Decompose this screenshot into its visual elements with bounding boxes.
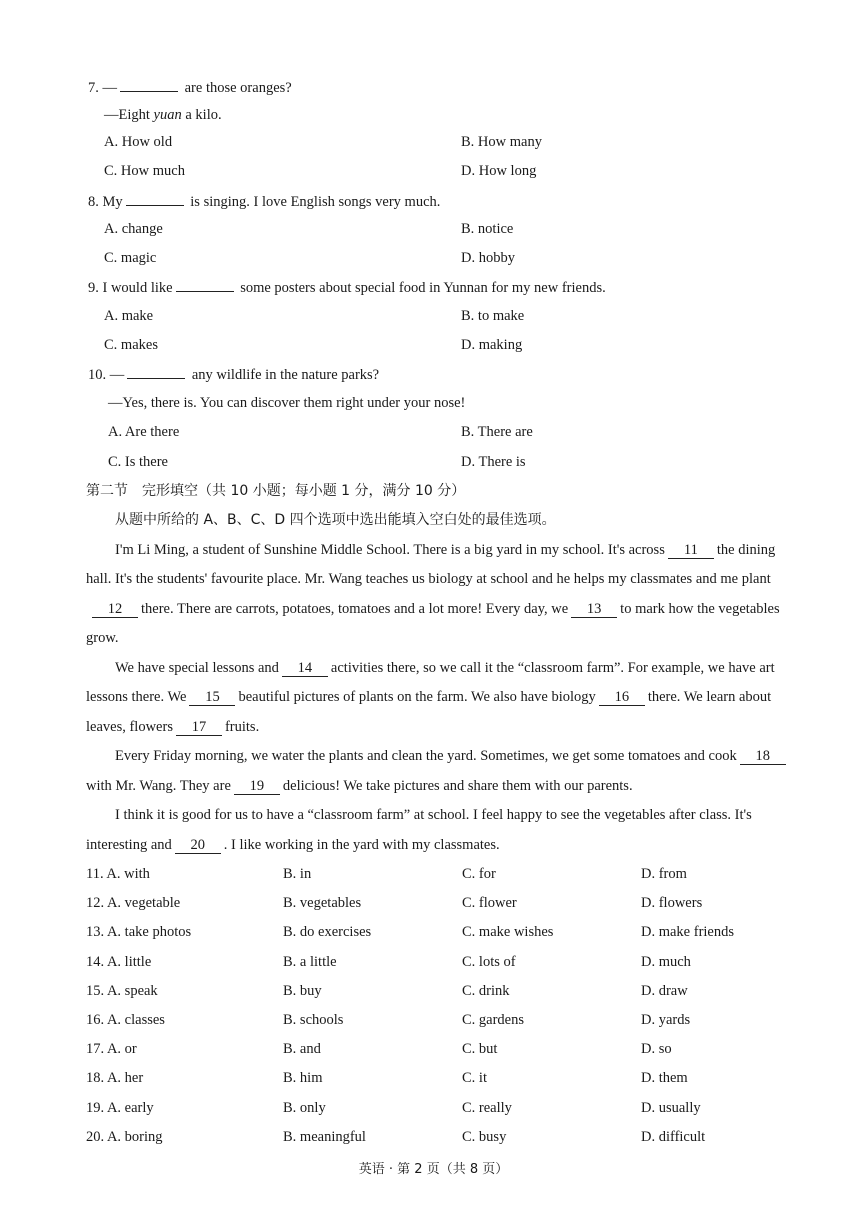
- cloze-option-c: C. lots of: [462, 953, 516, 970]
- passage-line: We have special lessons and 14 activities there, so we call it the “classroom farm”. For example, we have art: [115, 660, 775, 676]
- cloze-option-d: D. much: [641, 953, 691, 970]
- cloze-blank-15: 15: [189, 689, 235, 706]
- cloze-option-d: D. make friends: [641, 924, 735, 941]
- passage-line: grow.: [86, 630, 119, 646]
- question-7-reply: —Eight yuan a kilo.: [104, 107, 222, 123]
- option-a: A. Are there: [108, 424, 180, 440]
- option-b: B. notice: [461, 221, 514, 237]
- option-c: C. Is there: [108, 454, 168, 470]
- question-stem: some posters about special food in Yunnan for my new friends.: [236, 280, 606, 296]
- option-a: A. change: [104, 221, 163, 237]
- cloze-option-b: B. in: [283, 866, 312, 882]
- cloze-blank-17: 17: [176, 719, 222, 736]
- option-b: B. to make: [461, 308, 525, 324]
- answer-blank: [126, 191, 184, 206]
- passage-line: interesting and 20 . I like working in the yard with my classmates.: [86, 837, 500, 853]
- question-10-reply: —Yes, there is. You can discover them right under your nose!: [108, 395, 466, 411]
- question-stem: any wildlife in the nature parks?: [188, 367, 380, 383]
- cloze-option-c: C. flower: [462, 895, 517, 912]
- cloze-blank-16: 16: [599, 689, 645, 706]
- question-stem: is singing. I love English songs very much.: [186, 194, 441, 210]
- option-a: A. make: [104, 308, 154, 324]
- section-title: 第二节 完形填空（共 10 小题；每小题 1 分，满分 10 分）: [86, 483, 466, 499]
- cloze-option-a: 17. A. or: [86, 1041, 137, 1058]
- cloze-option-d: D. usually: [641, 1099, 701, 1116]
- question-number: 10. —: [88, 367, 125, 383]
- cloze-option-d: D. them: [641, 1070, 688, 1087]
- cloze-blank-11: 11: [668, 542, 714, 559]
- cloze-option-a: 12. A. vegetable: [86, 895, 181, 912]
- section-instruction: 从题中所给的 A、B、C、D 四个选项中选出能填入空白处的最佳选项。: [115, 512, 556, 528]
- passage-line: I think it is good for us to have a “classroom farm” at school. I feel happy to see the vegetables after class. It's: [115, 807, 752, 823]
- answer-blank: [176, 277, 234, 292]
- option-c: C. makes: [104, 337, 158, 353]
- cloze-option-b: B. schools: [283, 1012, 344, 1028]
- cloze-option-b: B. only: [283, 1099, 326, 1116]
- cloze-option-a: 20. A. boring: [86, 1128, 163, 1145]
- question-7: [88, 77, 292, 98]
- option-c: C. magic: [104, 250, 157, 266]
- option-d: D. hobby: [461, 250, 515, 266]
- question-10: [88, 364, 379, 385]
- cloze-option-d: D. from: [641, 866, 687, 882]
- option-a: A. How old: [104, 134, 173, 150]
- cloze-option-c: C. busy: [462, 1128, 507, 1145]
- cloze-option-b: B. and: [283, 1041, 321, 1058]
- option-b: B. There are: [461, 424, 533, 440]
- passage-line: 12 there. There are carrots, potatoes, tomatoes and a lot more! Every day, we 13 to mark how the vegetables: [86, 599, 786, 619]
- cloze-option-c: C. for: [462, 866, 496, 882]
- cloze-option-a: 16. A. classes: [86, 1012, 165, 1028]
- cloze-option-a: 14. A. little: [86, 953, 152, 970]
- cloze-option-d: D. draw: [641, 982, 688, 999]
- answer-blank: [120, 77, 178, 92]
- question-number: 7. —: [88, 80, 117, 96]
- cloze-option-b: B. a little: [283, 953, 337, 970]
- cloze-option-c: C. make wishes: [462, 924, 554, 941]
- cloze-option-d: D. so: [641, 1041, 672, 1058]
- cloze-blank-13: 13: [571, 601, 617, 618]
- cloze-blank-20: 20: [175, 837, 221, 854]
- option-b: B. How many: [461, 134, 542, 150]
- cloze-option-b: B. buy: [283, 982, 322, 999]
- cloze-blank-19: 19: [234, 778, 280, 795]
- question-number: 8. My: [88, 194, 123, 210]
- option-d: D. How long: [461, 163, 537, 179]
- page-footer: 英语 · 第 2 页（共 8 页）: [358, 1162, 509, 1177]
- cloze-option-c: C. but: [462, 1041, 498, 1058]
- cloze-option-c: C. gardens: [462, 1012, 525, 1028]
- option-d: D. There is: [461, 454, 526, 470]
- cloze-option-d: D. flowers: [641, 895, 703, 912]
- cloze-option-d: D. difficult: [641, 1128, 706, 1145]
- cloze-option-b: B. meaningful: [283, 1128, 366, 1145]
- answer-blank: [127, 364, 185, 379]
- cloze-option-a: 19. A. early: [86, 1099, 154, 1116]
- question-stem: are those oranges?: [181, 80, 292, 96]
- passage-line: leaves, flowers 17 fruits.: [86, 719, 260, 735]
- cloze-blank-14: 14: [282, 660, 328, 677]
- cloze-option-c: C. it: [462, 1070, 487, 1087]
- cloze-option-a: 15. A. speak: [86, 982, 158, 999]
- passage-line: with Mr. Wang. They are 19 delicious! We take pictures and share them with our parents.: [86, 778, 633, 794]
- cloze-option-a: 11. A. with: [86, 866, 150, 882]
- passage-line: Every Friday morning, we water the plants and clean the yard. Sometimes, we get some tomatoes and cook 18: [86, 746, 786, 766]
- cloze-option-a: 13. A. take photos: [86, 924, 192, 941]
- question-9: [88, 277, 606, 298]
- cloze-option-b: B. him: [283, 1070, 323, 1087]
- question-number: 9. I would like: [88, 280, 173, 296]
- cloze-option-a: 18. A. her: [86, 1070, 144, 1087]
- cloze-option-d: D. yards: [641, 1012, 691, 1028]
- passage-line: I'm Li Ming, a student of Sunshine Middle School. There is a big yard in my school. It's across 11 the dining: [115, 542, 776, 558]
- passage-line: hall. It's the students' favourite place. Mr. Wang teaches us biology at school and he helps my classmates and me plant: [86, 571, 771, 587]
- cloze-option-c: C. really: [462, 1099, 512, 1116]
- question-8: [88, 191, 440, 212]
- passage-line: lessons there. We 15 beautiful pictures of plants on the farm. We also have biology 16 there. We learn about: [86, 689, 772, 705]
- option-c: C. How much: [104, 163, 185, 179]
- cloze-option-b: B. do exercises: [283, 924, 372, 941]
- cloze-blank-12: 12: [92, 601, 138, 618]
- option-d: D. making: [461, 337, 523, 353]
- cloze-blank-18: 18: [740, 748, 786, 765]
- cloze-option-b: B. vegetables: [283, 895, 362, 912]
- cloze-option-c: C. drink: [462, 982, 510, 999]
